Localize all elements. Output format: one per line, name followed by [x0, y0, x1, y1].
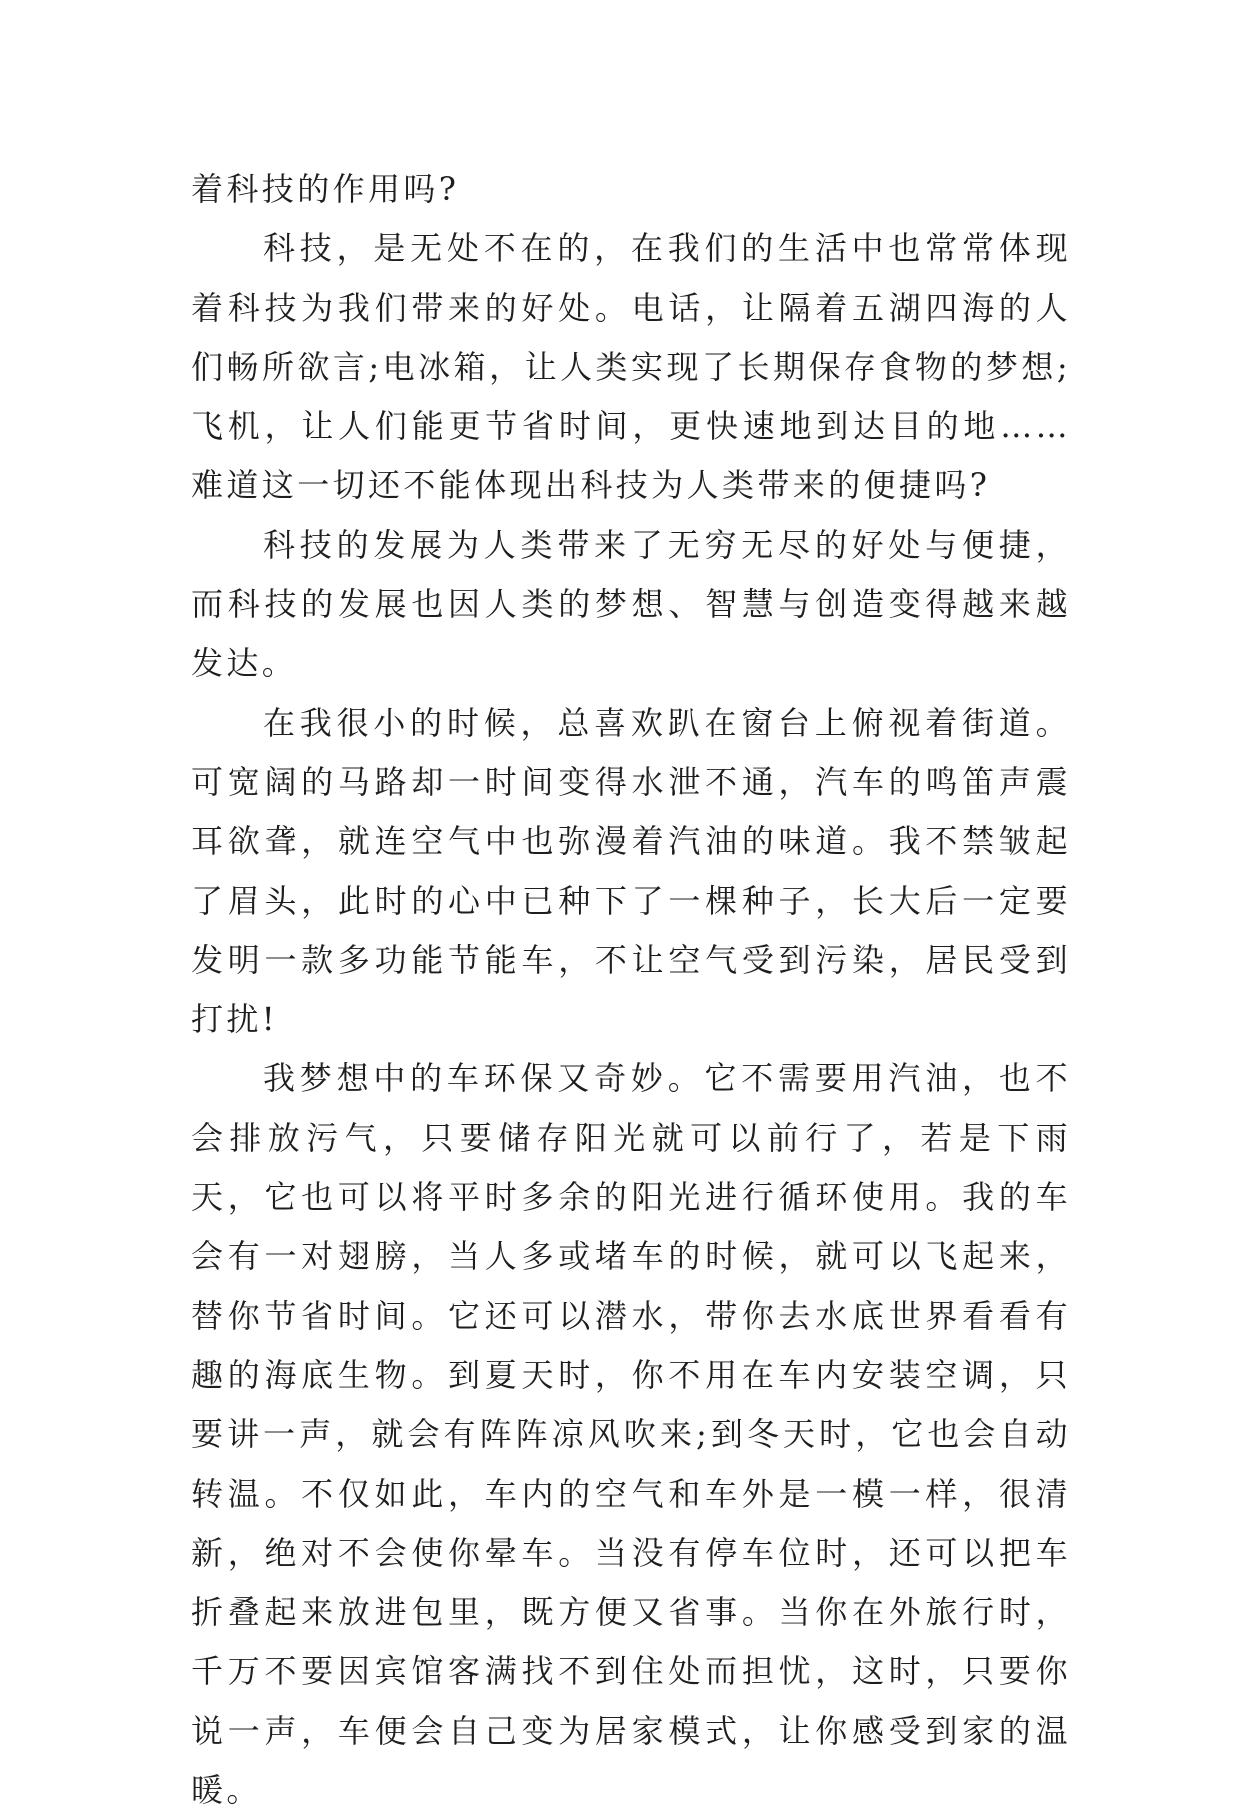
article-body	[191, 160, 1071, 1820]
paragraph-continuation: 着科技的作用吗?	[191, 170, 460, 208]
paragraph-technology-everywhere: 科技，是无处不在的，在我们的生活中也常常体现着科技为我们带来的好处。电话，让隔着五湖四海的人们畅所欲言;电冰箱，让人类实现了长期保存食物的梦想;飞机，让人们能更节省时间，更快速地到达目的地……难道这一切还不能体现出科技为人类带来的便捷吗?	[191, 229, 1071, 505]
paragraph-technology-development: 科技的发展为人类带来了无穷无尽的好处与便捷，而科技的发展也因人类的梦想、智慧与创造变得越来越发达。	[191, 525, 1071, 683]
paragraph-dream-car: 我梦想中的车环保又奇妙。它不需要用汽油，也不会排放污气，只要储存阳光就可以前行了，若是下雨天，它也可以将平时多余的阳光进行循环使用。我的车会有一对翅膀，当人多或堵车的时候，就可以飞起来，替你节省时间。它还可以潜水，带你去水底世界看看有趣的海底生物。到夏天时，你不用在车内安装空调，只要讲一声，就会有阵阵凉风吹来;到冬天时，它也会自动转温。不仅如此，车内的空气和车外是一模一样，很清新，绝对不会使你晕车。当没有停车位时，还可以把车折叠起来放进包里，既方便又省事。当你在外旅行时，千万不要因宾馆客满找不到住处而担忧，这时，只要你说一声，车便会自己变为居家模式，让你感受到家的温暖。	[191, 1059, 1071, 1810]
paragraph-childhood-memory: 在我很小的时候，总喜欢趴在窗台上俯视着街道。可宽阔的马路却一时间变得水泄不通，汽车的鸣笛声震耳欲聋，就连空气中也弥漫着汽油的味道。我不禁皱起了眉头，此时的心中已种下了一棵种子，长大后一定要发明一款多功能节能车，不让空气受到污染，居民受到打扰!	[191, 703, 1071, 1039]
